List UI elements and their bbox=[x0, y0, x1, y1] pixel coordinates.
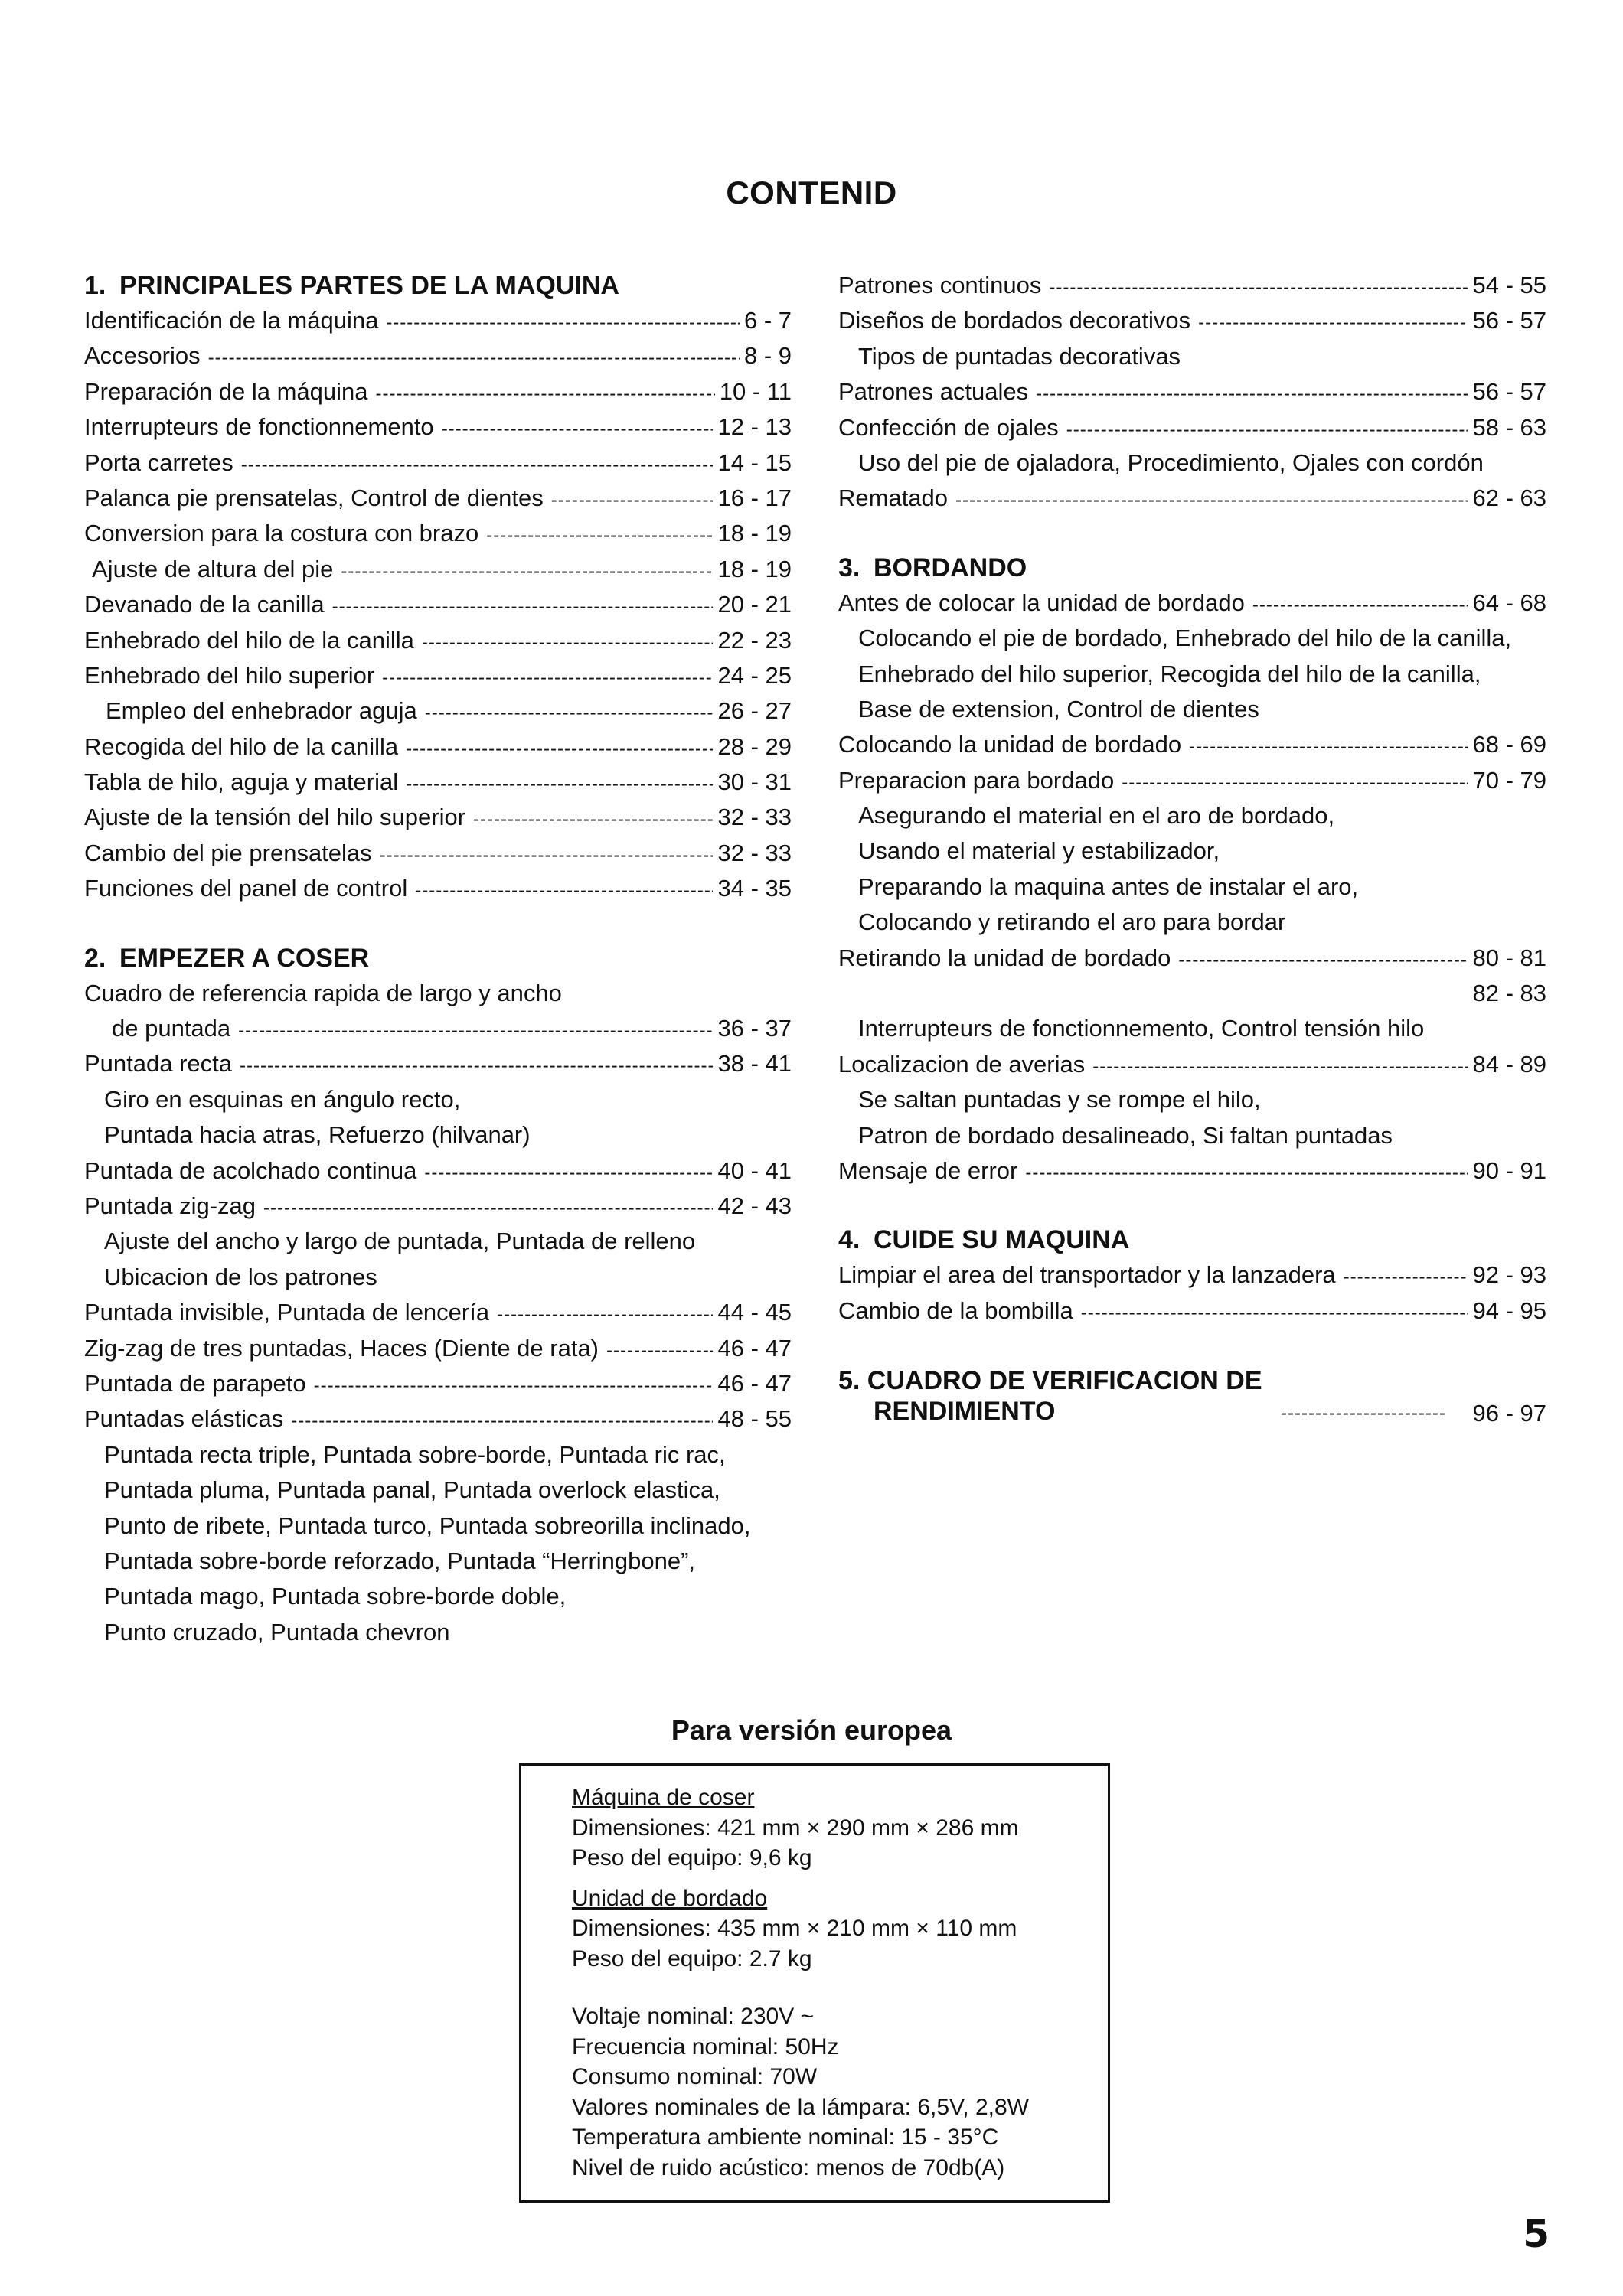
page-number: 5 bbox=[1523, 2212, 1550, 2256]
leader-dots bbox=[341, 554, 713, 589]
leader-dots bbox=[1252, 588, 1468, 623]
leader-dots bbox=[486, 518, 713, 553]
toc-entry-label: Tabla de hilo, aguja y material bbox=[84, 768, 399, 796]
toc-entry bbox=[838, 1257, 1546, 1293]
toc-entry bbox=[838, 1047, 1546, 1082]
toc-entry-pages: 34 - 35 bbox=[717, 875, 792, 902]
toc-subentry: Tipos de puntadas decorativas bbox=[858, 342, 1181, 370]
section-title-line2: RENDIMIENTO bbox=[874, 1397, 1056, 1427]
toc-entry bbox=[838, 481, 1546, 516]
toc-entry-pages: 44 - 45 bbox=[717, 1299, 792, 1326]
toc-entry-label: Antes de colocar la unidad de bordado bbox=[838, 589, 1245, 616]
toc-entry-pages: 80 - 81 bbox=[1472, 944, 1546, 971]
toc-entry-pages: 30 - 31 bbox=[717, 768, 792, 796]
leader-dots bbox=[422, 625, 714, 660]
leader-dots bbox=[424, 1156, 713, 1191]
toc-entry-pages: 12 - 13 bbox=[717, 413, 792, 441]
leader-dots bbox=[1198, 305, 1468, 341]
leader-dots bbox=[332, 589, 714, 625]
toc-entry bbox=[838, 410, 1546, 445]
toc-entry bbox=[838, 374, 1546, 409]
toc-entry-label: Puntada de acolchado continua bbox=[84, 1156, 417, 1184]
toc-entry-pages: 40 - 41 bbox=[717, 1156, 792, 1184]
leader-dots bbox=[406, 732, 713, 767]
toc-entry bbox=[838, 303, 1546, 338]
toc-subentry: Punto cruzado, Puntada chevron bbox=[104, 1618, 450, 1645]
section-1-list bbox=[84, 303, 792, 907]
machine-weight: Peso del equipo: 9,6 kg bbox=[572, 1845, 812, 1870]
toc-entry bbox=[84, 729, 792, 765]
toc-entry bbox=[84, 445, 792, 481]
toc-entry-label: Colocando la unidad de bordado bbox=[838, 731, 1182, 758]
toc-subentry: Puntada pluma, Puntada panal, Puntada overlock elastica, bbox=[104, 1476, 720, 1504]
toc-entry-label: Cambio de la bombilla bbox=[838, 1296, 1073, 1324]
toc-entry-pages: 32 - 33 bbox=[717, 804, 792, 831]
section-heading-3 bbox=[838, 550, 1546, 585]
toc-entry-label: Recogida del hilo de la canilla bbox=[84, 732, 399, 760]
toc-entry-pages: 38 - 41 bbox=[717, 1050, 792, 1078]
toc-entry bbox=[838, 1153, 1546, 1189]
toc-entry-pages: 28 - 29 bbox=[717, 732, 792, 760]
rated-consumption: Consumo nominal: 70W bbox=[572, 2064, 818, 2089]
toc-entry bbox=[84, 481, 792, 516]
machine-heading: Máquina de coser bbox=[572, 1785, 755, 1810]
toc-entry bbox=[838, 1293, 1546, 1329]
toc-entry-label: Enhebrado del hilo superior bbox=[84, 661, 375, 689]
section-number: 3. bbox=[838, 553, 860, 582]
page-title: CONTENID bbox=[726, 174, 897, 210]
toc-entry-pages: 24 - 25 bbox=[717, 661, 792, 689]
leader-dots bbox=[497, 1297, 713, 1332]
toc-subentry: Colocando y retirando el aro para bordar bbox=[858, 908, 1286, 936]
toc-right-column bbox=[838, 268, 1546, 1436]
toc-entry bbox=[838, 941, 1546, 976]
toc-entry-label: Rematado bbox=[838, 484, 949, 512]
toc-entry bbox=[84, 552, 792, 587]
leader-dots bbox=[208, 341, 740, 376]
toc-entry-pages: 92 - 93 bbox=[1472, 1261, 1546, 1289]
leader-dots bbox=[1178, 943, 1468, 978]
toc-entry-pages: 48 - 55 bbox=[717, 1405, 792, 1433]
toc-entry-label: Patrones continuos bbox=[838, 272, 1042, 298]
leader-dots bbox=[1081, 1296, 1468, 1331]
unit-heading: Unidad de bordado bbox=[572, 1885, 768, 1911]
ambient-temperature: Temperatura ambiente nominal: 15 - 35°C bbox=[572, 2125, 999, 2150]
toc-entry-label: Diseños de bordados decorativos bbox=[838, 307, 1191, 334]
toc-entry-pages: 36 - 37 bbox=[717, 1015, 792, 1042]
toc-entry-label: Confección de ojales bbox=[838, 413, 1059, 441]
leader-dots bbox=[955, 483, 1468, 518]
toc-entry-label: Accesorios bbox=[84, 342, 201, 370]
toc-entry-pages: 26 - 27 bbox=[717, 697, 792, 725]
leader-dots bbox=[380, 838, 714, 873]
toc-entry-label: Ajuste de la tensión del hilo superior bbox=[84, 804, 466, 831]
toc-subentry: Se saltan puntadas y se rompe el hilo, bbox=[858, 1086, 1261, 1114]
toc-entry-label: Puntada recta bbox=[84, 1050, 233, 1078]
section-title: CUIDE SU MAQUINA bbox=[874, 1225, 1130, 1255]
toc-entry-label: Zig-zag de tres puntadas, Haces (Diente de rata) bbox=[84, 1334, 599, 1362]
toc-entry-label: Puntada zig-zag bbox=[84, 1192, 256, 1219]
section-title-line1: 5. CUADRO DE VERIFICACION DE bbox=[838, 1366, 1262, 1396]
toc-entry bbox=[84, 800, 792, 835]
toc-entry bbox=[838, 268, 1546, 303]
leader-dots bbox=[314, 1368, 714, 1404]
toc-entry-pages: 96 - 97 bbox=[1472, 1400, 1546, 1427]
toc-subentry: Puntada recta triple, Puntada sobre-borde, Puntada ric rac, bbox=[104, 1440, 726, 1468]
toc-entry bbox=[838, 727, 1546, 762]
section-title: BORDANDO bbox=[874, 553, 1027, 582]
toc-entry bbox=[84, 693, 792, 729]
toc-entry-pages: 18 - 19 bbox=[717, 520, 792, 547]
toc-left-column bbox=[84, 268, 792, 1650]
toc-entry bbox=[84, 409, 792, 445]
leader-dots bbox=[241, 448, 714, 483]
toc-entry bbox=[84, 1011, 792, 1046]
toc-entry-pages: 20 - 21 bbox=[717, 591, 792, 618]
toc-subentry: Interrupteurs de fonctionnemento, Control tensión hilo bbox=[858, 1015, 1425, 1042]
leader-dots bbox=[551, 483, 714, 518]
toc-entry bbox=[84, 1366, 792, 1401]
toc-entry-label: Enhebrado del hilo de la canilla bbox=[84, 626, 414, 654]
leader-dots bbox=[406, 767, 713, 802]
toc-entry-pages: 56 - 57 bbox=[1472, 307, 1546, 334]
toc-subentry: Preparando la maquina antes de instalar el aro, bbox=[858, 872, 1359, 900]
toc-subentry: Ajuste del ancho y largo de puntada, Puntada de relleno bbox=[104, 1228, 696, 1255]
toc-entry bbox=[84, 587, 792, 622]
toc-entry-label: Retirando la unidad de bordado bbox=[838, 944, 1171, 971]
toc-entry bbox=[838, 585, 1546, 621]
leader-dots bbox=[263, 1191, 713, 1226]
leader-dots bbox=[415, 873, 713, 908]
section-heading-1 bbox=[84, 268, 792, 303]
section-heading-2 bbox=[84, 941, 792, 976]
toc-entry-label: Funciones del panel de control bbox=[84, 875, 408, 902]
toc-entry bbox=[84, 1401, 792, 1437]
leader-dots bbox=[238, 1013, 713, 1049]
toc-subentry: Ubicacion de los patrones bbox=[104, 1263, 377, 1290]
toc-entry-pages: 6 - 7 bbox=[743, 307, 792, 334]
leader-dots bbox=[1092, 1049, 1468, 1084]
toc-entry-pages: 90 - 91 bbox=[1472, 1156, 1546, 1184]
section-number: 1. bbox=[84, 271, 106, 300]
toc-subentry: Enhebrado del hilo superior, Recogida del hilo de la canilla, bbox=[858, 660, 1481, 687]
toc-entry bbox=[84, 516, 792, 551]
toc-entry-pages: 16 - 17 bbox=[717, 484, 792, 511]
toc-subentry: Base de extension, Control de dientes bbox=[858, 695, 1259, 722]
leader-dots bbox=[291, 1404, 713, 1439]
rated-voltage: Voltaje nominal: 230V ~ bbox=[572, 2004, 815, 2029]
leader-dots bbox=[1066, 413, 1468, 448]
toc-entry-pages: 64 - 68 bbox=[1472, 589, 1546, 616]
toc-subentry: Colocando el pie de bordado, Enhebrado del hilo de la canilla, bbox=[858, 625, 1512, 652]
toc-entry-label: Palanca pie prensatelas, Control de dientes bbox=[84, 484, 544, 511]
toc-entry-pages: 46 - 47 bbox=[717, 1369, 792, 1397]
toc-entry bbox=[84, 338, 792, 373]
toc-entry-pages: 84 - 89 bbox=[1472, 1050, 1546, 1078]
toc-entry-label: Preparación de la máquina bbox=[84, 377, 368, 405]
toc-entry-label: Devanado de la canilla bbox=[84, 591, 325, 618]
toc-entry-label: Conversion para la costura con brazo bbox=[84, 520, 479, 547]
unit-dimensions: Dimensiones: 435 mm × 210 mm × 110 mm bbox=[572, 1916, 1017, 1941]
toc-entry-label: Cambio del pie prensatelas bbox=[84, 839, 372, 866]
toc-entry bbox=[84, 1331, 792, 1366]
toc-entry-pages: 18 - 19 bbox=[717, 555, 792, 582]
section-title: PRINCIPALES PARTES DE LA MAQUINA bbox=[119, 271, 619, 300]
toc-entry-label: Puntadas elásticas bbox=[84, 1405, 284, 1433]
toc-entry-text: Cuadro de referencia rapida de largo y ancho bbox=[84, 979, 562, 1006]
toc-entry bbox=[838, 763, 1546, 798]
toc-entry bbox=[84, 1153, 792, 1189]
toc-subentry: Usando el material y estabilizador, bbox=[858, 837, 1220, 865]
leader-dots bbox=[1344, 1260, 1468, 1295]
toc-entry-pages: 10 - 11 bbox=[719, 377, 792, 405]
leader-dots bbox=[386, 305, 740, 341]
toc-entry-pages: 42 - 43 bbox=[717, 1192, 792, 1219]
toc-subentry: Asegurando el material en el aro de bordado, bbox=[858, 802, 1335, 830]
toc-subentry: Puntada hacia atras, Refuerzo (hilvanar) bbox=[104, 1121, 531, 1149]
toc-entry bbox=[84, 658, 792, 693]
toc-entry bbox=[84, 871, 792, 906]
section-number: 2. bbox=[84, 943, 106, 973]
toc-entry-label: de puntada bbox=[112, 1015, 231, 1042]
toc-entry-label: Identificación de la máquina bbox=[84, 307, 379, 334]
toc-subentry: Uso del pie de ojaladora, Procedimiento, Ojales con cordón bbox=[858, 448, 1484, 476]
toc-entry-pages: 46 - 47 bbox=[717, 1334, 792, 1362]
leader-dots bbox=[1036, 377, 1468, 412]
noise-level: Nivel de ruido acústico: menos de 70db(A) bbox=[572, 2154, 1005, 2180]
leader-dots bbox=[442, 412, 714, 447]
spec-list bbox=[572, 1782, 1029, 2183]
toc-entry bbox=[84, 623, 792, 658]
toc-subentry: Giro en esquinas en ángulo recto, bbox=[104, 1085, 461, 1113]
toc-entry-pages: 68 - 69 bbox=[1472, 731, 1546, 758]
toc-subentry: Punto de ribete, Puntada turco, Puntada sobreorilla inclinado, bbox=[104, 1512, 751, 1539]
toc-entry-pages: 14 - 15 bbox=[717, 448, 792, 476]
toc-subentry: Puntada sobre-borde reforzado, Puntada “Herringbone”, bbox=[104, 1547, 696, 1574]
toc-entry-pages: 8 - 9 bbox=[743, 342, 792, 370]
european-spec-box bbox=[519, 1763, 1110, 2203]
toc-entry bbox=[84, 1295, 792, 1330]
toc-entry bbox=[84, 374, 792, 409]
leader-dots bbox=[425, 696, 714, 731]
toc-entry-pages: 54 - 55 bbox=[1472, 272, 1546, 298]
toc-subentry: Patron de bordado desalineado, Si faltan puntadas bbox=[858, 1121, 1393, 1149]
leader-dots bbox=[240, 1049, 713, 1084]
unit-weight: Peso del equipo: 2.7 kg bbox=[572, 1945, 812, 1971]
toc-entry bbox=[84, 1189, 792, 1224]
section-title: EMPEZER A COSER bbox=[119, 943, 370, 973]
toc-entry-label: Preparacion para bordado bbox=[838, 766, 1115, 794]
toc-entry-label: Interrupteurs de fonctionnemento bbox=[84, 413, 434, 441]
european-version-title: Para versión europea bbox=[671, 1714, 952, 1746]
toc-entry-pages: 22 - 23 bbox=[717, 626, 792, 654]
toc-entry bbox=[84, 765, 792, 800]
leader-dots bbox=[376, 377, 715, 412]
leader-dots bbox=[473, 802, 713, 837]
toc-entry-pages: 32 - 33 bbox=[717, 839, 792, 866]
leader-dots bbox=[606, 1333, 713, 1368]
toc-entry-label: Localizacion de averias bbox=[838, 1050, 1086, 1078]
section-number: 4. bbox=[838, 1225, 860, 1255]
machine-dimensions: Dimensiones: 421 mm × 290 mm × 286 mm bbox=[572, 1815, 1019, 1841]
toc-entry-label: Mensaje de error bbox=[838, 1156, 1018, 1184]
rated-frequency: Frecuencia nominal: 50Hz bbox=[572, 2033, 839, 2060]
toc-entry-label: Limpiar el area del transportador y la lanzadera bbox=[838, 1261, 1336, 1289]
toc-entry-label: Puntada de parapeto bbox=[84, 1369, 306, 1397]
toc-entry bbox=[84, 303, 792, 338]
toc-entry bbox=[84, 1046, 792, 1081]
section-heading-4 bbox=[838, 1222, 1546, 1257]
toc-entry-pages: 58 - 63 bbox=[1472, 413, 1546, 441]
lamp-rating: Valores nominales de la lámpara: 6,5V, 2,8W bbox=[572, 2094, 1029, 2120]
toc-entry-pages: 94 - 95 bbox=[1472, 1296, 1546, 1324]
leader-dots bbox=[1025, 1156, 1468, 1191]
leader-dots bbox=[1189, 729, 1468, 765]
toc-entry-pages: 56 - 57 bbox=[1472, 378, 1546, 406]
toc-subentry: Puntada mago, Puntada sobre-borde doble, bbox=[104, 1583, 567, 1610]
leader-dots bbox=[1049, 270, 1468, 305]
toc-entry bbox=[84, 836, 792, 871]
toc-entry-label: Empleo del enhebrador aguja bbox=[106, 697, 417, 725]
toc-entry-label: Ajuste de altura del pie bbox=[92, 555, 334, 582]
leader-dots bbox=[382, 660, 713, 696]
toc-entry-pages: 70 - 79 bbox=[1472, 766, 1546, 794]
toc-entry-pages-extra: 82 - 83 bbox=[1472, 980, 1546, 1007]
toc-entry-pages: 62 - 63 bbox=[1472, 484, 1546, 512]
section-heading-5 bbox=[838, 1365, 1546, 1436]
toc-entry-label: Puntada invisible, Puntada de lencería bbox=[84, 1299, 490, 1326]
leader-dots bbox=[1122, 765, 1468, 801]
toc-entry-label: Porta carretes bbox=[84, 448, 233, 476]
leader-dots bbox=[1281, 1398, 1445, 1429]
toc-entry-label: Patrones actuales bbox=[838, 378, 1029, 406]
